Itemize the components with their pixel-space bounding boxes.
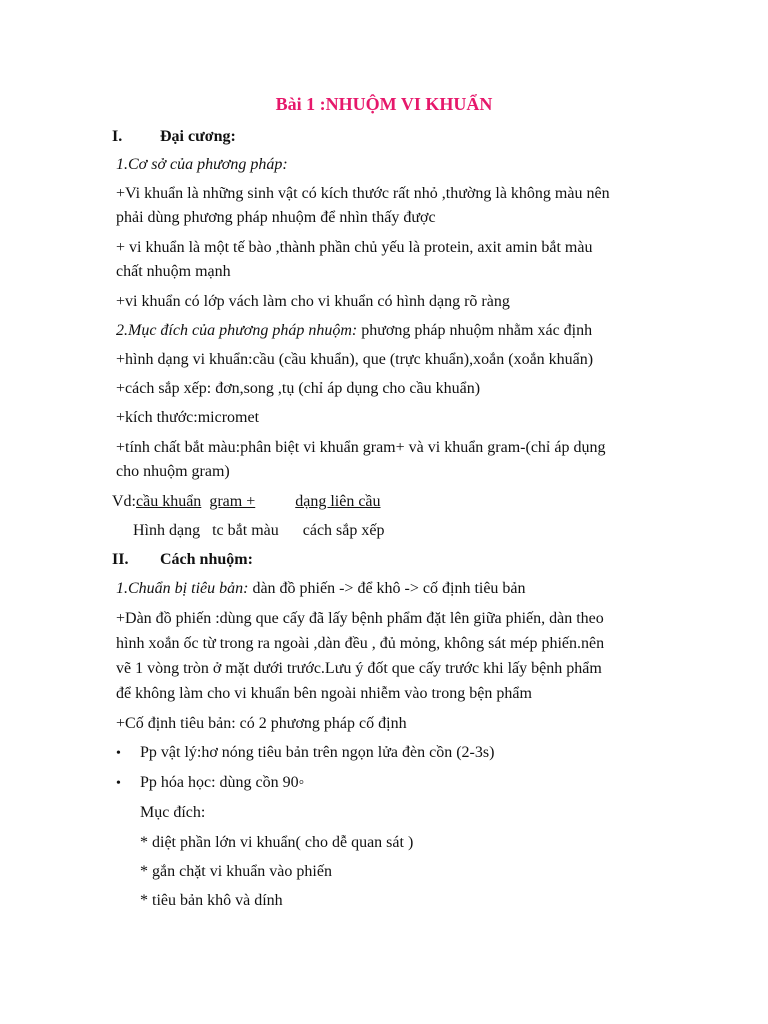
paragraph-line: Mục đích: bbox=[140, 804, 206, 821]
page-title: Bài 1 :NHUỘM VI KHUẨN bbox=[275, 94, 493, 114]
paragraph-line: chất nhuộm mạnh bbox=[116, 263, 231, 280]
section-label: Đại cương: bbox=[160, 128, 236, 145]
section-number: I. bbox=[112, 128, 123, 145]
paragraph-line: phải dùng phương pháp nhuộm để nhìn thấy được bbox=[116, 209, 436, 226]
paragraph-line: +Dàn đồ phiến :dùng que cấy đã lấy bệnh phẩm đặt lên giữa phiến, dàn theo bbox=[116, 610, 604, 627]
subheading-basis: 1.Cơ sở của phương pháp: bbox=[116, 156, 288, 173]
caption-shape: Hình dạng bbox=[133, 522, 201, 539]
paragraph-line: +tính chất bắt màu:phân biệt vi khuẩn gram+ và vi khuẩn gram-(chỉ áp dụng bbox=[116, 439, 606, 456]
paragraph-line: + vi khuẩn là một tế bào ,thành phần chủ yếu là protein, axit amin bắt màu bbox=[116, 239, 593, 256]
bullet-icon: • bbox=[116, 746, 121, 761]
list-item: * diệt phần lớn vi khuẩn( cho dễ quan sát ) bbox=[140, 834, 414, 851]
section-number: II. bbox=[112, 551, 129, 568]
bullet-icon: • bbox=[116, 776, 121, 791]
subheading-purpose bbox=[116, 321, 592, 341]
example-shape: cầu khuẩn bbox=[136, 493, 202, 510]
paragraph-line: +Cố định tiêu bản: có 2 phương pháp cố định bbox=[116, 715, 407, 732]
subheading-rest: phương pháp nhuộm nhằm xác định bbox=[357, 322, 593, 339]
list-item: * gắn chặt vi khuẩn vào phiến bbox=[140, 863, 332, 880]
example-row bbox=[112, 492, 381, 512]
example-prefix: Vd: bbox=[112, 493, 136, 510]
example-arrangement: dạng liên cầu bbox=[295, 493, 381, 510]
list-item: Pp hóa học: dùng cồn 90◦ bbox=[140, 774, 305, 791]
paragraph-line: để không làm cho vi khuẩn bên ngoài nhiễm vào trong bện phẩm bbox=[116, 685, 532, 702]
subheading-italic: 2.Mục đích của phương pháp nhuộm: bbox=[116, 322, 358, 339]
list-item: * tiêu bản khô và dính bbox=[140, 892, 283, 909]
paragraph-line: hình xoắn ốc từ trong ra ngoài ,dàn đều , đủ mỏng, không sát mép phiến.nên bbox=[116, 635, 605, 652]
paragraph-line: +vi khuẩn có lớp vách làm cho vi khuẩn có hình dạng rõ ràng bbox=[116, 293, 510, 310]
section-heading-1 bbox=[112, 127, 236, 147]
caption-stain: tc bắt màu bbox=[212, 522, 279, 539]
paragraph-line: +kích thước:micromet bbox=[116, 409, 260, 426]
subheading-italic: 1.Chuẩn bị tiêu bản: bbox=[116, 580, 249, 597]
paragraph-line: +hình dạng vi khuẩn:cầu (cầu khuẩn), que (trực khuẩn),xoắn (xoắn khuẩn) bbox=[116, 351, 594, 368]
subheading-rest: dàn đồ phiến -> để khô -> cố định tiêu bản bbox=[248, 580, 526, 597]
paragraph-line: +Vi khuẩn là những sinh vật có kích thước rất nhỏ ,thường là không màu nên bbox=[116, 185, 610, 202]
list-item: Pp vật lý:hơ nóng tiêu bản trên ngọn lửa đèn cồn (2-3s) bbox=[140, 744, 495, 761]
section-heading-2 bbox=[112, 550, 253, 570]
paragraph-line: +cách sắp xếp: đơn,song ,tụ (chỉ áp dụng cho cầu khuẩn) bbox=[116, 380, 481, 397]
caption-arrangement: cách sắp xếp bbox=[302, 522, 385, 539]
section-label: Cách nhuộm: bbox=[160, 551, 253, 568]
subheading-preparation bbox=[116, 579, 526, 599]
example-stain: gram + bbox=[209, 493, 256, 510]
paragraph-line: cho nhuộm gram) bbox=[116, 463, 230, 480]
example-caption-row bbox=[133, 521, 384, 541]
paragraph-line: vẽ 1 vòng tròn ở mặt dưới trước.Lưu ý đốt que cấy trước khi lấy bệnh phẩm bbox=[116, 660, 602, 677]
